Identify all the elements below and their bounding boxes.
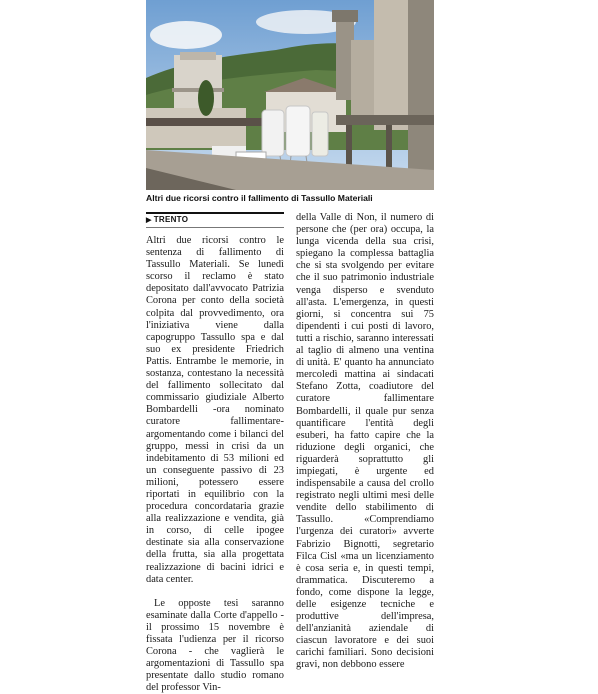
article-paragraph: Le opposte tesi saranno esaminate dalla Corte d'appello - il prossimo 15 novembre è fissata l'udienza per il ricorso Corona - che vaglierà le argomentazioni di Tassullo spa presentate dallo studio romano del professor Vin-	[146, 597, 284, 694]
factory-photo	[146, 0, 434, 190]
section-name: TRENTO	[153, 215, 189, 224]
article-paragraph: Altri due ricorsi contro le sentenza di fallimento di Tassullo Materiali. Se lunedì scorso il reclamo è stato depositato dall'avvocato Patrizia Corona per conto della società colpita dal provvedimento, ora l'iniziativa viene dalla capogruppo Tassullo spa e dal suo ex presidente Friedrich Pattis. Entrambe le memorie, in sostanza, contestano la necessità del fallimento sollecitato dal commissario giudiziale Alberto Bombardelli -ora nominato curatore fallimentare- argomentando come i bilanci del gruppo, messi in crisi da un indebitamento di 53 milioni ed un conseguente passivo di 23 milioni, potessero essere riportati in equilibrio con la procedura concordataria grazie alla realizzazione e vendita, già in corso, di celle ipogee destinate sia alla conservazione della frutta, sia alla progettata realizzazione di bacini idrici e data center.	[146, 235, 284, 585]
photo-caption: Altri due ricorsi contro il fallimento di Tassullo Materiali	[146, 193, 373, 203]
article-column-2	[296, 212, 434, 672]
triangle-icon: ▶	[146, 217, 152, 224]
article-column-1	[146, 235, 284, 694]
section-label	[146, 215, 188, 224]
factory-photo-icon	[146, 0, 434, 190]
section-rule-thin	[146, 227, 284, 228]
article-paragraph: della Valle di Non, il numero di persone che (per ora) occupa, la lunga vicenda della sua crisi, spiegano la complessa battaglia che si sta svolgendo per evitare che il suo patrimonio industriale venga disperso e svenduto all'asta. L'emergenza, in questi giorni, si concentra sui 75 dipendenti i cui posti di lavoro, tutti a rischio, saranno interessati al taglio di almeno una ventina di unità. E' quanto ha annunciato mercoledì mattina ai sindacati Stefano Zotta, coadiutore del curatore fallimentare Bombardelli, il quale pur senza quantificare l'entità degli esuberi, ha fatto capire che la riduzione degli organici, che riguarderà soprattutto gli impiegati, è urgente ed indispensabile a causa del crollo registrato negli ultimi mesi delle vendite dello stabilimento di Tassullo. «Comprendiamo l'urgenza dei curatori» avverte Fabrizio Bignotti, segretario Filca Cisl «ma un licenziamento è cosa seria e, in questi tempi, drammatica. Discuteremo a fondo, come dispone la legge, delle esigenze tecniche e produttive dell'impresa, dell'anzianità aziendale di ciascun lavoratore e dei suoi carichi familiari. Sono decisioni gravi, non debbono essere	[296, 212, 434, 671]
section-rule	[146, 212, 284, 214]
